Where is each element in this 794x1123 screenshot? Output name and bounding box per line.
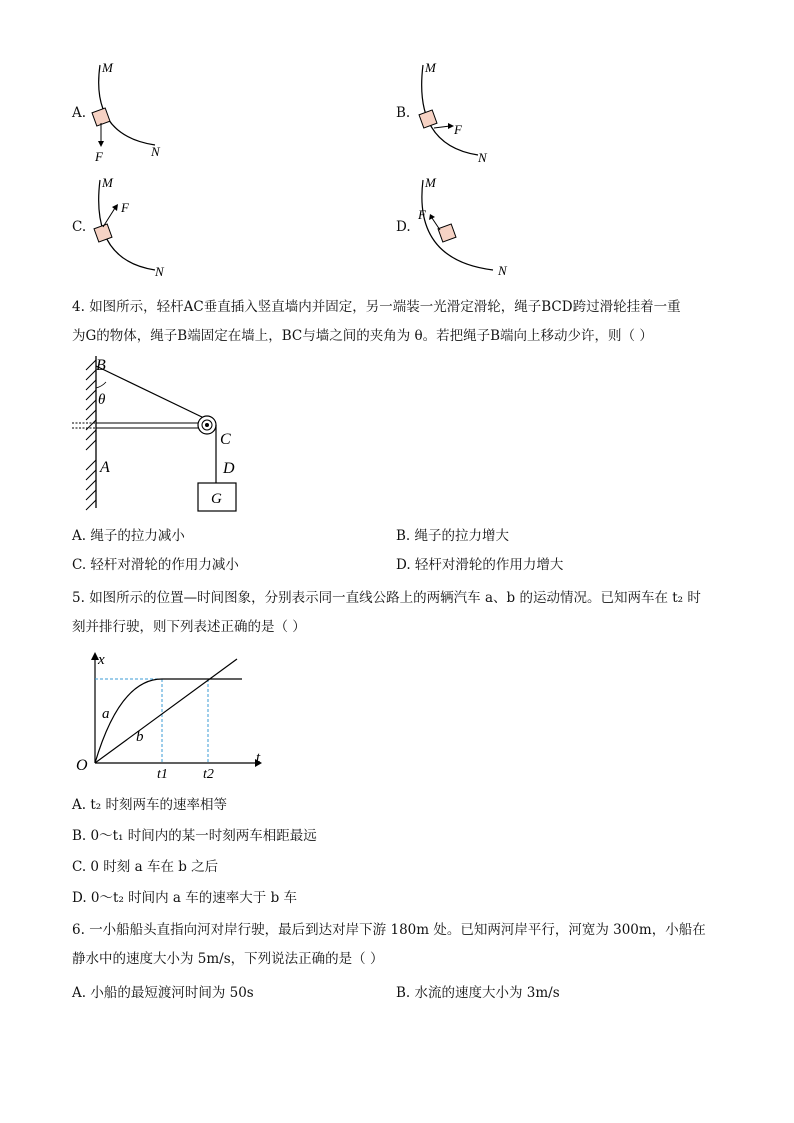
q4-option-c[interactable]: C. 轻杆对滑轮的作用力减小 [72,557,239,573]
q5-curve-a-label: a [102,706,110,722]
q3-option-c-label[interactable]: C. [72,219,87,235]
q5-t2-label: t2 [203,767,214,782]
q6-number: 6. [72,922,85,938]
q3-option-b-figure [408,55,508,167]
q5-axis-t-label: t [256,750,261,766]
q4-figure [68,348,258,518]
q5-number: 5. [72,590,85,606]
q3-a-label-n: N [151,144,160,159]
q3-option-d-figure [408,170,508,282]
q5-t1-label: t1 [157,767,168,782]
q6-option-a[interactable]: A. 小船的最短渡河时间为 50s [72,985,254,1001]
q5-text-line2: 刻并排行驶，则下列表述正确的是（ ） [72,619,306,635]
q3-b-label-f: F [454,122,462,137]
q4-line1 [72,298,681,316]
q3-a-label-m: M [102,60,113,75]
q3-a-label-f: F [95,149,103,164]
q3-option-a-figure [85,55,175,167]
q5-origin-label: O [76,757,88,774]
q3-b-label-m: M [425,60,436,75]
q5-option-d[interactable]: D. 0～t₂ 时间内 a 车的速率大于 b 车 [72,890,297,906]
q5-curve-b-label: b [136,729,144,745]
q6-text-line2: 静水中的速度大小为 5m/s，下列说法正确的是（ ） [72,951,384,967]
q4-option-a[interactable]: A. 绳子的拉力减小 [72,528,185,544]
q3-option-a-label[interactable]: A. [72,105,87,121]
q4-option-b[interactable]: B. 绳子的拉力增大 [396,528,510,544]
q4-label-theta: θ [98,392,106,408]
q4-label-d: D [223,460,235,477]
q4-label-c: C [220,431,231,448]
q3-b-label-n: N [478,150,487,165]
q3-c-label-f: F [121,200,129,215]
q3-c-label-n: N [155,264,164,279]
q4-text-line1: 如图所示，轻杆AC垂直插入竖直墙内并固定，另一端装一光滑定滑轮，绳子BCD跨过滑轮挂着一重 [89,299,681,315]
q4-number: 4. [72,299,85,315]
q3-d-label-n: N [498,263,507,278]
q3-d-label-m: M [425,175,436,190]
q4-option-d[interactable]: D. 轻杆对滑轮的作用力增大 [396,557,564,573]
q3-c-label-m: M [102,175,113,190]
q5-option-c[interactable]: C. 0 时刻 a 车在 b 之后 [72,859,219,875]
q3-option-d-label[interactable]: D. [396,219,411,235]
q6-text-line1: 一小船船头直指向河对岸行驶，最后到达对岸下游 180m 处。已知两河岸平行，河宽为 300m，小船在 [89,922,706,938]
q5-option-a[interactable]: A. t₂ 时刻两车的速率相等 [72,797,227,813]
q5-text-line1: 如图所示的位置—时间图象，分别表示同一直线公路上的两辆汽车 a、b 的运动情况。已知两车在 t₂ 时 [89,590,701,606]
q6-option-b[interactable]: B. 水流的速度大小为 3m/s [396,985,560,1001]
q6-line1 [72,921,706,939]
q4-label-b: B [96,357,106,374]
q5-axis-x-label: x [98,652,105,668]
q4-label-g: G [211,491,222,507]
q3-d-label-f: F [418,207,426,222]
q4-text-line2: 为G的物体，绳子B端固定在墙上，BC与墙之间的夹角为 θ。若把绳子B端向上移动少许，则（ ） [72,328,653,344]
q3-option-c-figure [85,170,185,282]
q5-line1 [72,589,701,607]
q5-option-b[interactable]: B. 0～t₁ 时间内的某一时刻两车相距最远 [72,828,317,844]
q3-option-b-label[interactable]: B. [396,105,411,121]
q4-label-a: A [100,459,110,476]
q5-figure [70,648,270,783]
